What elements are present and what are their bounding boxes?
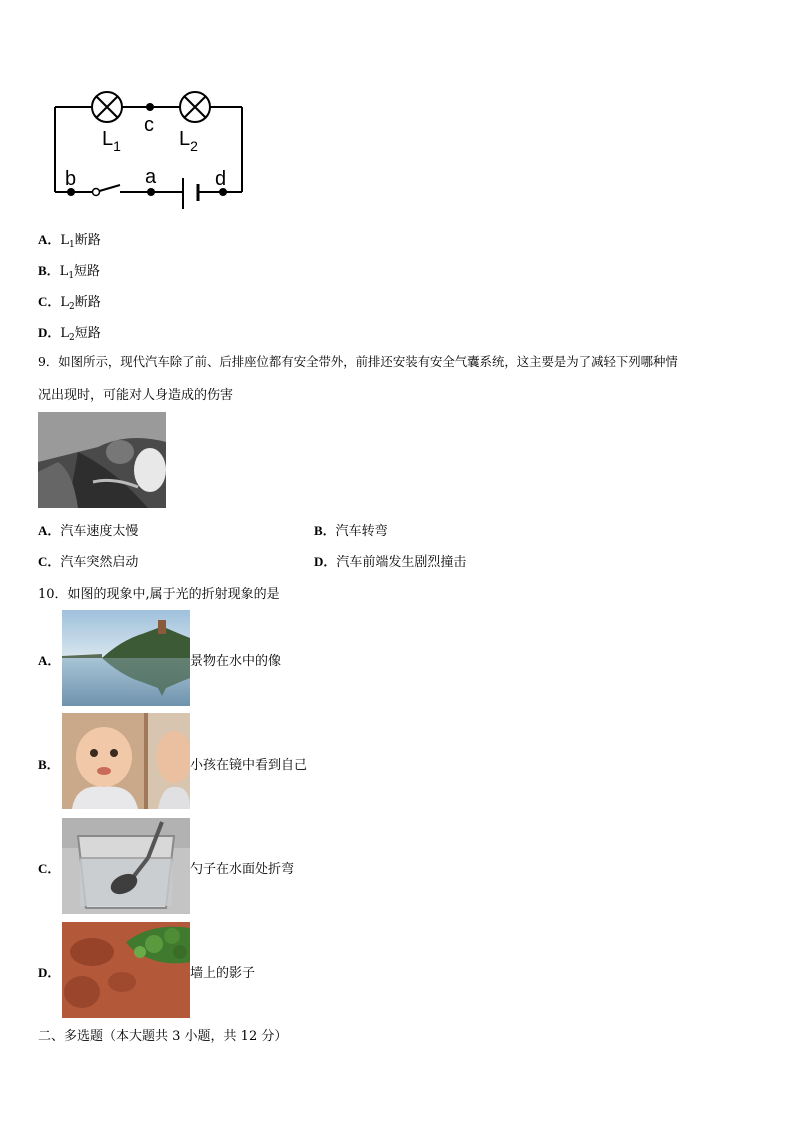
q9-option-b[interactable] (314, 520, 388, 539)
lamp-l2-icon (180, 92, 210, 122)
option-symbol: L (59, 264, 69, 279)
label-c: c (144, 114, 154, 136)
q8-option-b[interactable] (38, 260, 100, 281)
option-text: 短路 (74, 264, 101, 279)
option-label: A． (38, 232, 61, 247)
option-subscript: 2 (69, 333, 75, 343)
q8-option-c[interactable] (38, 291, 101, 312)
option-label: C． (38, 294, 61, 309)
battery-icon (183, 178, 198, 209)
option-label: C． (38, 554, 61, 569)
option-text: 汽车突然启动 (60, 555, 139, 570)
option-label: B． (38, 263, 60, 278)
option-text: 汽车转弯 (335, 524, 388, 539)
q10-option-d-label[interactable]: D． (38, 965, 61, 980)
option-text: 短路 (74, 326, 101, 341)
label-d: d (215, 168, 227, 190)
option-subscript: 2 (69, 302, 75, 312)
q9-airbag-photo (38, 412, 166, 508)
q10-option-d-text: 墙上的影子 (190, 966, 256, 981)
option-label: D． (314, 554, 337, 569)
switch-icon (93, 189, 100, 196)
option-symbol: L (60, 295, 70, 310)
q8-option-a[interactable] (38, 229, 101, 250)
label-l1: $L_1$ (102, 128, 121, 154)
option-text: 断路 (74, 233, 101, 248)
node-c-dot (146, 103, 154, 111)
label-l2: $L_2$ (179, 128, 198, 154)
q10-option-b-text: 小孩在镜中看到自己 (190, 758, 308, 773)
label-b: b (65, 168, 77, 190)
option-text: 断路 (74, 295, 101, 310)
option-label: B． (314, 523, 336, 538)
q10-option-a-text: 景物在水中的像 (190, 654, 282, 669)
q9-stem-line1: 9．如图所示，现代汽车除了前、后排座位都有安全带外，前排还安装有安全气囊系统，这主要是为了减轻下列哪种情 (38, 354, 678, 369)
q10-option-c-text: 勺子在水面处折弯 (190, 862, 295, 877)
q10-shadow-photo (62, 922, 190, 1018)
q10-spoon-photo (62, 818, 190, 914)
q9-stem-line2: 况出现时，可能对人身造成的伤害 (38, 388, 234, 403)
option-label: D． (38, 325, 61, 340)
q8-option-d[interactable] (38, 322, 101, 343)
q9-option-a[interactable] (38, 520, 138, 539)
option-text: 汽车前端发生剧烈撞击 (336, 555, 467, 570)
circuit-diagram (40, 85, 260, 215)
option-text: 汽车速度太慢 (60, 524, 139, 539)
option-symbol: L (60, 233, 70, 248)
option-subscript: 1 (69, 240, 75, 250)
option-symbol: L (60, 326, 70, 341)
q10-option-c-label[interactable]: C． (38, 861, 61, 876)
option-label: A． (38, 523, 61, 538)
node-a-dot (147, 188, 155, 196)
q9-option-c[interactable] (38, 551, 138, 570)
q10-reflection-photo (62, 610, 190, 706)
q9-option-d[interactable] (314, 551, 466, 570)
label-a: a (145, 166, 157, 188)
option-subscript: 1 (68, 271, 75, 281)
section-2-title: 二、多选题（本大题共 3 小题，共 12 分） (38, 1029, 288, 1044)
q10-option-a-label[interactable]: A． (38, 653, 61, 668)
q10-stem: 10．如图的现象中,属于光的折射现象的是 (38, 587, 280, 602)
q10-option-b-label[interactable]: B． (38, 757, 60, 772)
lamp-l1-icon (92, 92, 122, 122)
q10-mirror-photo (62, 713, 190, 809)
